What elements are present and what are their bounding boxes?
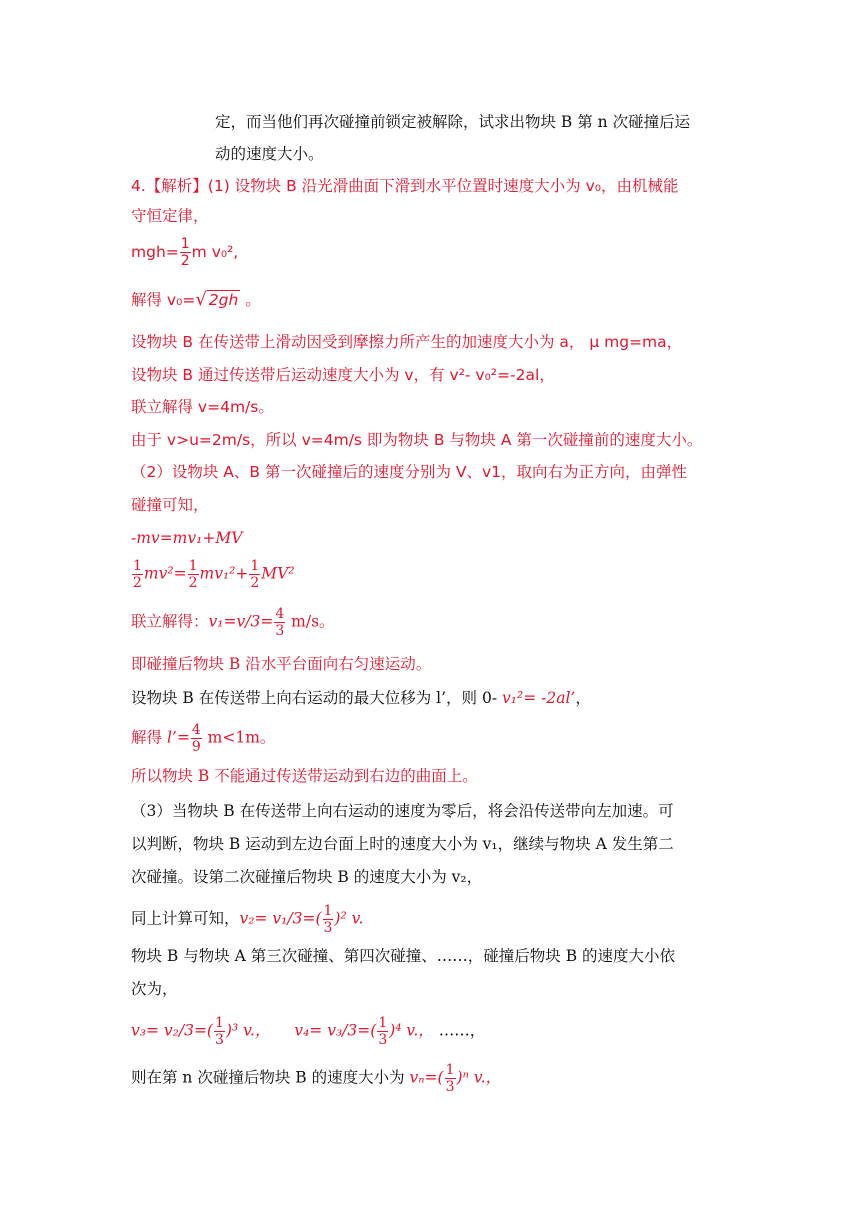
- solution-line: （2）设物块 A、B 第一次碰撞后的速度分别为 V、v1，取向右为正方向，由弹性: [131, 463, 688, 481]
- solution-line: 由于 v>u=2m/s，所以 v=4m/s 即为物块 B 与物块 A 第一次碰撞前的速度大小。: [131, 431, 703, 449]
- max-displacement-line: 设物块 B 在传送带上向右运动的最大位移为 l’，则 0- v₁²= -2al’，: [131, 689, 591, 707]
- v2-result: 同上计算可知，v₂= v₁/3=( $\frac{1}{3}$ )² v.: [131, 903, 364, 936]
- solution-line: 联立解得 v=4m/s。: [131, 398, 274, 416]
- solve-v0: 解得 v₀=√ 2gh 。: [131, 289, 261, 310]
- fraction: $\frac{1}{2}$: [180, 236, 190, 269]
- solution-line: 所以物块 B 不能通过传送带运动到右边的曲面上。: [131, 767, 478, 785]
- vn-result: 则在第 n 次碰撞后物块 B 的速度大小为 vₙ=( $\frac{1}{3}$ )ⁿ v.，: [131, 1062, 502, 1095]
- solution-line: 守恒定律，: [131, 207, 209, 225]
- solution-line: 设物块 B 通过传送带后运动速度大小为 v，有 v²- v₀²=-2al，: [131, 366, 555, 384]
- solution-line: 碰撞可知，: [131, 496, 209, 514]
- solution-heading: 4.【解析】(1) 设物块 B 沿光滑曲面下滑到水平位置时速度大小为 v₀，由机械能: [131, 177, 679, 195]
- solution-line: （3）当物块 B 在传送带上向右运动的速度为零后，将会沿传送带向左加速。可: [131, 802, 674, 820]
- v1-result: 联立解得：v₁=v/3= $\frac{4}{3}$ m/s。: [131, 606, 335, 639]
- solution-line: 即碰撞后物块 B 沿水平台面向右匀速运动。: [131, 655, 432, 673]
- solution-line: 以判断，物块 B 运动到左边台面上时的速度大小为 v₁，继续与物块 A 发生第二: [131, 835, 674, 853]
- l-prime-result: 解得 l’= $\frac{4}{9}$ m<1m。: [131, 722, 276, 755]
- solution-line: 物块 B 与物块 A 第三次碰撞、第四次碰撞、……，碰撞后物块 B 的速度大小依: [131, 947, 676, 965]
- sqrt-expression: 2gh: [208, 291, 239, 309]
- energy-equation: mgh= $\frac{1}{2}$ m v₀²,: [131, 236, 239, 269]
- energy-conservation-equation: $\frac{1}{2}$ mv²= $\frac{1}{2}$ mv₁²+ $\frac{1}{2}$ MV²: [133, 558, 295, 591]
- solution-line: 次碰撞。设第二次碰撞后物块 B 的速度大小为 v₂，: [131, 868, 483, 886]
- problem-line-1: 定，而当他们再次碰撞前锁定被解除，试求出物块 B 第 n 次碰撞后运: [215, 113, 691, 131]
- v3-v4-results: v₃= v₂/3=( $\frac{1}{3}$ )³ v.， v₄= v₃/3=( $\frac{1}{3}$ )⁴ v.， ……，: [131, 1015, 486, 1048]
- solution-line: 设物块 B 在传送带上滑动因受到摩擦力所产生的加速度大小为 a， μ mg=ma，: [131, 333, 683, 351]
- momentum-equation: -mv=mv₁+MV: [131, 529, 243, 547]
- solution-line: 次为，: [131, 980, 178, 998]
- problem-line-2: 动的速度大小。: [215, 145, 324, 163]
